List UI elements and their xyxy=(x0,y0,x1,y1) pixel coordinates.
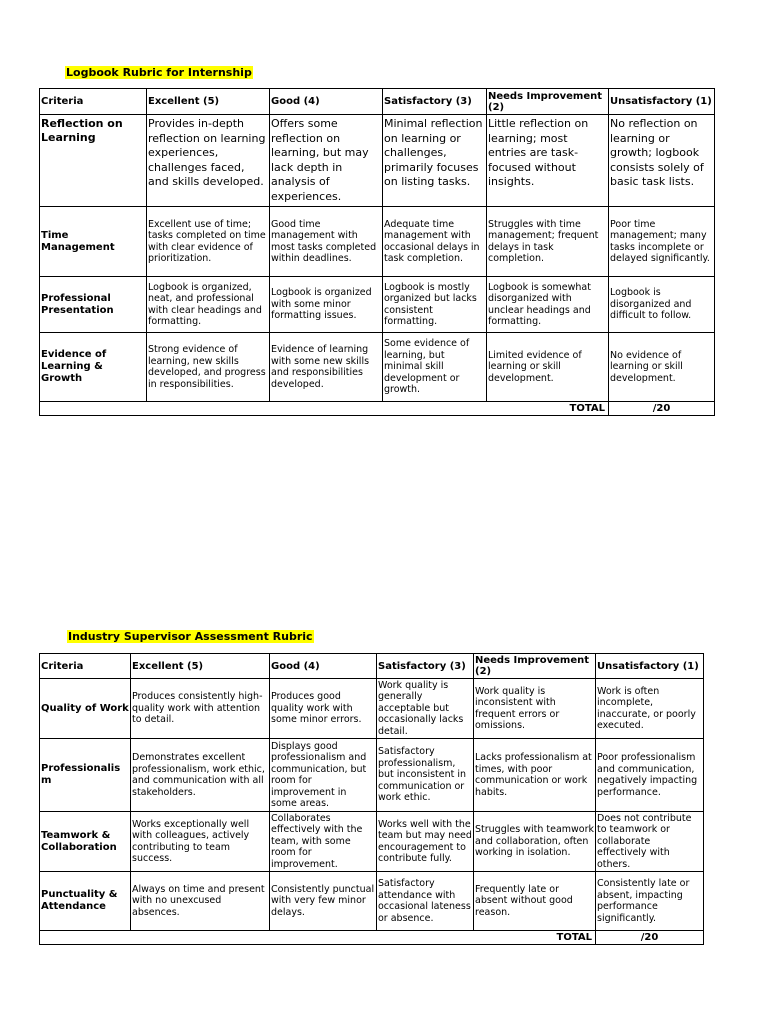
table-cell: Logbook is somewhat disorganized with unclear headings and formatting. xyxy=(487,277,609,333)
total-label: TOTAL xyxy=(40,931,596,945)
header-needs-improvement: Needs Improvement (2) xyxy=(487,89,609,115)
total-row xyxy=(40,931,704,945)
table-cell: Produces good quality work with some minor errors. xyxy=(270,679,377,739)
table-cell: Poor time management; many tasks incomplete or delayed significantly. xyxy=(609,207,715,277)
header-good: Good (4) xyxy=(270,89,383,115)
table-cell: Frequently late or absent without good reason. xyxy=(474,872,596,931)
table-cell: Demonstrates excellent professionalism, work ethic, and communication with all stakeholders. xyxy=(131,739,270,812)
table-cell: Limited evidence of learning or skill development. xyxy=(487,333,609,402)
table-row xyxy=(40,115,715,207)
table-cell: Evidence of learning with some new skills and responsibilities developed. xyxy=(270,333,383,402)
table-cell: Satisfactory professionalism, but inconsistent in communication or work ethic. xyxy=(377,739,474,812)
header-needs-improvement: Needs Improvement (2) xyxy=(474,654,596,679)
header-unsatisfactory: Unsatisfactory (1) xyxy=(596,654,704,679)
header-satisfactory: Satisfactory (3) xyxy=(377,654,474,679)
header-unsatisfactory: Unsatisfactory (1) xyxy=(609,89,715,115)
criteria-cell: Quality of Work xyxy=(40,679,131,739)
criteria-cell: Reflection on Learning xyxy=(40,115,147,207)
table-cell: Always on time and present with no unexcused absences. xyxy=(131,872,270,931)
table-cell: Minimal reflection on learning or challenges, primarily focuses on listing tasks. xyxy=(383,115,487,207)
table-cell: Logbook is disorganized and difficult to follow. xyxy=(609,277,715,333)
table-cell: Work quality is generally acceptable but occasionally lacks detail. xyxy=(377,679,474,739)
table-cell: Excellent use of time; tasks completed on time with clear evidence of prioritization. xyxy=(147,207,270,277)
header-good: Good (4) xyxy=(270,654,377,679)
table-cell: Consistently late or absent, impacting performance significantly. xyxy=(596,872,704,931)
table-cell: Consistently punctual with very few minor delays. xyxy=(270,872,377,931)
table-cell: Produces consistently high-quality work with attention to detail. xyxy=(131,679,270,739)
supervisor-rubric-table xyxy=(39,653,704,945)
criteria-cell: Professionalism xyxy=(40,739,131,812)
table-cell: Work is often incomplete, inaccurate, or poorly executed. xyxy=(596,679,704,739)
table-cell: Collaborates effectively with the team, with some room for improvement. xyxy=(270,812,377,872)
criteria-cell: Time Management xyxy=(40,207,147,277)
header-criteria: Criteria xyxy=(40,89,147,115)
total-label: TOTAL xyxy=(40,402,609,416)
table-cell: Struggles with time management; frequent delays in task completion. xyxy=(487,207,609,277)
table-row xyxy=(40,277,715,333)
table-cell: Lacks professionalism at times, with poor communication or work habits. xyxy=(474,739,596,812)
table-cell: Works exceptionally well with colleagues, actively contributing to team success. xyxy=(131,812,270,872)
table-header-row xyxy=(40,89,715,115)
table-cell: Does not contribute to teamwork or collaborate effectively with others. xyxy=(596,812,704,872)
logbook-rubric-table xyxy=(39,88,715,416)
table-row xyxy=(40,333,715,402)
table-cell: Strong evidence of learning, new skills developed, and progress in responsibilities. xyxy=(147,333,270,402)
criteria-cell: Teamwork & Collaboration xyxy=(40,812,131,872)
table-cell: Struggles with teamwork and collaboration, often working in isolation. xyxy=(474,812,596,872)
header-excellent: Excellent (5) xyxy=(147,89,270,115)
criteria-cell: Punctuality & Attendance xyxy=(40,872,131,931)
total-row xyxy=(40,402,715,416)
table-row xyxy=(40,812,704,872)
table-cell: Provides in-depth reflection on learning experiences, challenges faced, and skills developed. xyxy=(147,115,270,207)
table-cell: Logbook is organized with some minor formatting issues. xyxy=(270,277,383,333)
table-cell: No reflection on learning or growth; logbook consists solely of basic task lists. xyxy=(609,115,715,207)
total-score: /20 xyxy=(596,931,704,945)
table-cell: Logbook is mostly organized but lacks consistent formatting. xyxy=(383,277,487,333)
supervisor-rubric-title: Industry Supervisor Assessment Rubric xyxy=(68,630,313,643)
table-row xyxy=(40,207,715,277)
table-cell: Some evidence of learning, but minimal skill development or growth. xyxy=(383,333,487,402)
header-excellent: Excellent (5) xyxy=(131,654,270,679)
table-row xyxy=(40,872,704,931)
criteria-cell: Professional Presentation xyxy=(40,277,147,333)
table-header-row xyxy=(40,654,704,679)
header-satisfactory: Satisfactory (3) xyxy=(383,89,487,115)
table-cell: Little reflection on learning; most entries are task-focused without insights. xyxy=(487,115,609,207)
header-criteria: Criteria xyxy=(40,654,131,679)
table-cell: Displays good professionalism and communication, but room for improvement in some areas. xyxy=(270,739,377,812)
logbook-rubric-title: Logbook Rubric for Internship xyxy=(66,66,252,79)
table-cell: Logbook is organized, neat, and professional with clear headings and formatting. xyxy=(147,277,270,333)
table-row xyxy=(40,679,704,739)
table-cell: Adequate time management with occasional delays in task completion. xyxy=(383,207,487,277)
table-cell: Good time management with most tasks completed within deadlines. xyxy=(270,207,383,277)
table-cell: Work quality is inconsistent with frequent errors or omissions. xyxy=(474,679,596,739)
table-cell: Offers some reflection on learning, but may lack depth in analysis of experiences. xyxy=(270,115,383,207)
table-cell: No evidence of learning or skill development. xyxy=(609,333,715,402)
table-row xyxy=(40,739,704,812)
table-cell: Satisfactory attendance with occasional lateness or absence. xyxy=(377,872,474,931)
table-cell: Works well with the team but may need encouragement to contribute fully. xyxy=(377,812,474,872)
criteria-cell: Evidence of Learning & Growth xyxy=(40,333,147,402)
table-cell: Poor professionalism and communication, negatively impacting performance. xyxy=(596,739,704,812)
total-score: /20 xyxy=(609,402,715,416)
